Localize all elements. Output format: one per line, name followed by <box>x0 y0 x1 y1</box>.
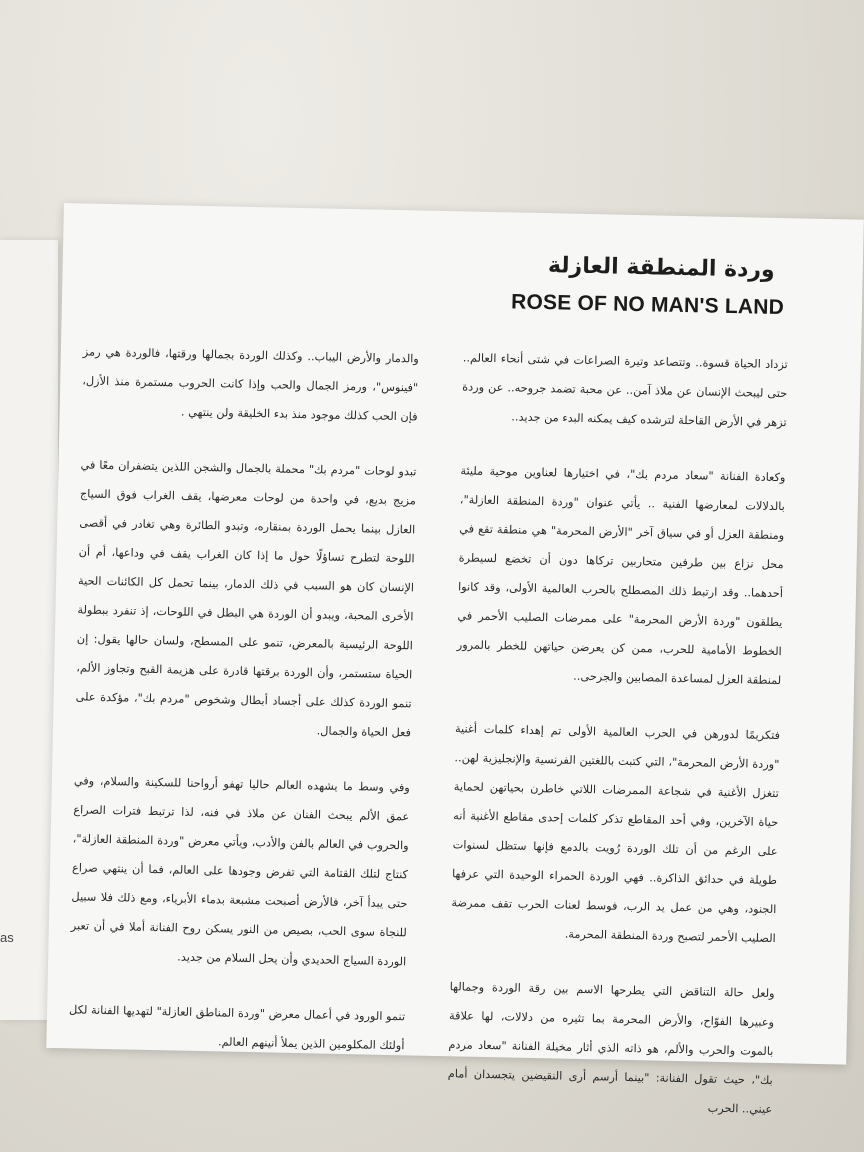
left-page-text-fragment: as <box>0 930 14 945</box>
paragraph: والدمار والأرض اليباب.. وكذلك الوردة بجمالها ورقتها، فالوردة هي رمز "فينوس"، ورمز الجمال والحب وإذا كانت الحروب مستمرة منذ الأزل، فإن الحب كذلك موجود منذ بدء الخليقة ولن ينتهي . <box>82 345 419 424</box>
paragraph: تبدو لوحات "مردم بك" محملة بالجمال والشجن اللذين يتضفران معًا في مزيج بديع، في واحدة من لوحات معرضها، يقف الغراب فوق السياج العازل بينما يحمل الوردة بمنقاره، وتبدو الطائرة وهي تغادر في أقصى اللوحة لتطرح تساؤلًا حول ما إذا كان الغراب يقف في وداعها، أم أن الإنسان كان هو السبب في ذلك الدمار، بينما تحمل كل الكائنات الحية الأخرى المحبة، ويبدو أن الوردة هي البطل في اللوحات، إذ تنفرد ببطولة اللوحة الرئيسية بالمعرض، تنمو على المسطح، ولسان حالها يقول: إن الحياة ستستمر، وأن الوردة برقتها قادرة على هزيمة القبح وتجاوز الألم، تنمو الوردة كذلك على أجساد أبطال وشخوص "مردم بك"، مؤكدة على فعل الحياة والجمال. <box>75 458 417 740</box>
paragraph: وفي وسط ما يشهده العالم حاليا تهفو أرواحنا للسكينة والسلام، وفي عمق الألم يبحث الفنان عن ملاذ في فنه، لذا ترتبط فترات الصراع والحروب في العالم بالفن والأدب، ويأتي معرض "وردة المنطقة العازلة"، كنتاج لتلك القتامة التي تفرض وجودها على العالم، فما أن ينتهي صراع حتى يبدأ آخر، فالأرض أصبحت مشبعة بدماء الأبرياء، ومع ذلك فلا سبيل للنجاة سوى الحب، بصيص من النور يسكن روح الفنانة أملا في أن تعبر الوردة السياج الحديدي وأن يحل السلام من جديد. <box>70 774 410 969</box>
page-title-english: ROSE OF NO MAN'S LAND <box>510 290 785 320</box>
text-column-left <box>68 337 419 1086</box>
paragraph: تزداد الحياة قسوة.. وتتصاعد وتيرة الصراعات في شتى أنحاء العالم.. حتى ليبحث الإنسان عن ملاذ آمن.. عن محبة تضمد جروحه.. عن وردة تزهر في الأرض القاحلة لترشده كيف يمكنه البدء من جديد.. <box>462 351 788 430</box>
booklet-page <box>46 203 864 1117</box>
paragraph: ولعل حالة التناقض التي يطرحها الاسم بين رقة الوردة وجمالها وعبيرها الفوّاح، والأرض المحرمة بما تثيره من دلالات، لها علاقة بالموت والحرب والألم، هو ذاته الذي أثار مخيلة الفنانة "سعاد مردم بك"، حيث تقول الفنانة: "بينما أرسم أرى النقيضين يتجسدان أمام عيني.. الحرب <box>447 980 775 1117</box>
paragraph: وكعادة الفنانة "سعاد مردم بك"، في اختيارها لعناوين موحية مليئة بالدلالات لمعارضها الفنية .. يأتي عنوان "وردة المنطقة العازلة"، ومنطقة العزل أو في سياق آخر "الأرض المحرمة" هي منطقة تقع في محل نزاع بين طرفين متحاربين تركاها دون أن تخضع لسيطرة أحدهما.. وقد ارتبط ذلك المصطلح بالحرب العالمية الأولى، وقد كانوا يطلقون "وردة الأرض المحرمة" على ممرضات الصليب الأحمر في الخطوط الأمامية للحرب، ممن كن يعرضن حياتهن للخطر بالمرور لمنطقة العزل لمساعدة المصابين والجرحى.. <box>456 464 786 688</box>
paragraph: تنمو الورود في أعمال معرض "وردة المناطق العازلة" لتهديها الفنانة لكل أولئك المكلومين الذين يملأ أنينهم العالم. <box>68 1003 406 1053</box>
text-column-right <box>446 343 788 1150</box>
paragraph: فتكريمًا لدورهن في الحرب العالمية الأولى تم إهداء كلمات أغنية "وردة الأرض المحرمة"، التي كتبت باللغتين الفرنسية والإنجليزية لهن.. تتغزل الأغنية في شجاعة الممرضات اللاتي خاطرن بحياتهن لحماية حياة الآخرين، وفي أحد المقاطع تذكر كلمات إحدى مقاطع الأغنية أنه على الرغم من أن تلك الوردة رُويت بالدمع فإنها ستظل لسنوات طويلة في حدائق الذاكرة.. فهي الوردة الحمراء الوحيدة التي عرفها الجنود، وهي من عمل يد الرب، فوسط لعنات الحرب تقف ممرضة الصليب الأحمر لتصبح وردة المنطقة المحرمة. <box>451 722 781 946</box>
page-title-arabic: وردة المنطقة العازلة <box>547 253 776 283</box>
